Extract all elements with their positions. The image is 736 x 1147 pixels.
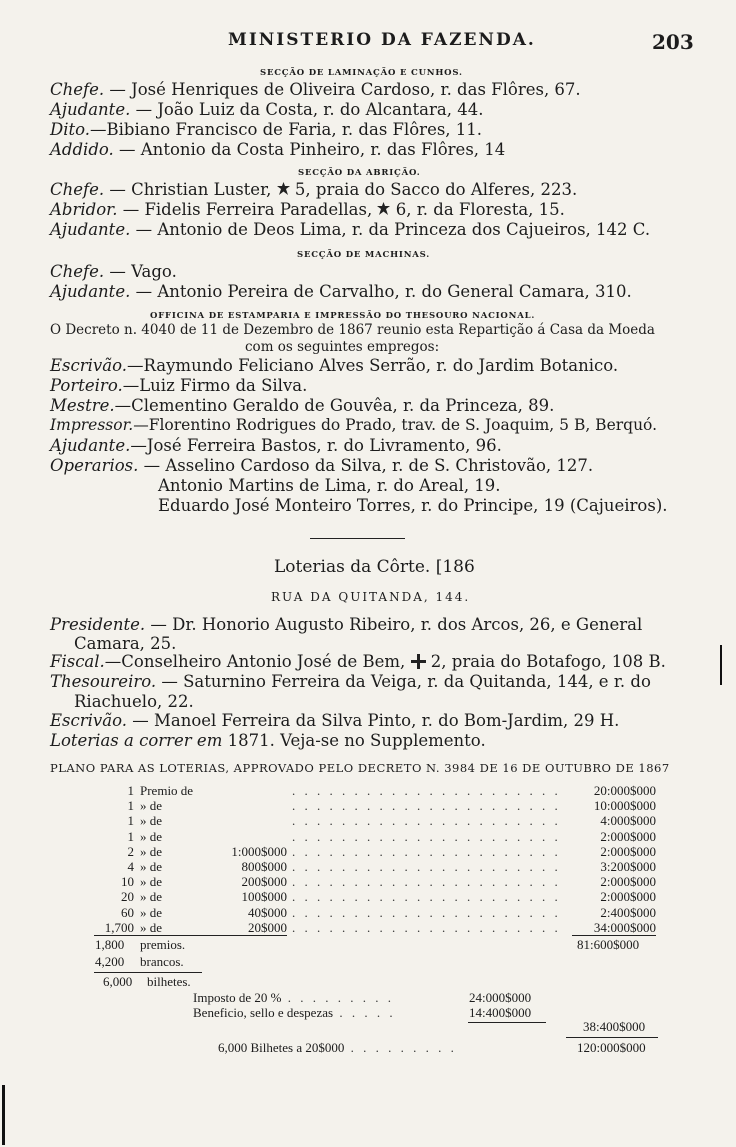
prize-total: 2:000$000 [600, 828, 656, 844]
dot-leader: . . . . . . . . . . . . . . . . . . . . . . [292, 828, 561, 844]
prize-total: 20:000$000 [593, 783, 656, 798]
section-title-officina: OFFICINA DE ESTAMPARIA E IMPRESSÃO DO THESOURO NACIONAL. [150, 311, 536, 321]
dot-leader: . . . . . . . . . . . . . . . . . . . . . . [292, 874, 561, 890]
prize-total: 3:200$000 [600, 859, 656, 874]
role-label: Impressor. [50, 416, 134, 434]
role-label: Escrivão. [50, 356, 127, 375]
entry-text: —Raymundo Feliciano Alves Serrão, r. do Jardim Botanico. [126, 356, 619, 375]
entry-text: — Vago. [104, 262, 177, 281]
list-item [50, 711, 619, 730]
role-label: Chefe. [50, 180, 105, 199]
role-label: Addido. [50, 140, 114, 159]
dot-leader: . . . . . . . . . . . . . . . . . . . . . . [292, 904, 561, 920]
prize-qty: 1 [127, 813, 134, 829]
prize-label: » de [140, 874, 163, 890]
entry-text: — Manoel Ferreira da Silva Pinto, r. do Bom-Jardim, 29 H. [126, 711, 620, 730]
dot-leader: . . . . . . . . . . . . . . . . . . . . . . [292, 783, 561, 798]
entry-text: —Conselheiro Antonio José de Bem, [104, 652, 406, 671]
bilhetes-label: bilhetes. [147, 974, 191, 989]
entry-text: — João Luiz da Costa, r. do Alcantara, 44. [130, 100, 484, 119]
final-text: 6,000 Bilhetes a 20$000 [218, 1040, 345, 1055]
prize-total: 2:000$000 [600, 874, 656, 890]
table-rule [572, 935, 656, 936]
role-label: Thesoureiro. [50, 672, 157, 691]
loterias-title: Loterias da Côrte. [186 [274, 557, 475, 577]
prize-qty: 2 [127, 843, 134, 859]
prize-label: » de [140, 828, 163, 844]
prize-label: » de [140, 889, 163, 905]
prize-label: » de [140, 813, 163, 829]
list-item [50, 220, 650, 239]
section-divider [310, 538, 405, 539]
prize-value: 800$000 [241, 859, 287, 874]
entry-text: 1871. Veja-se no Supplemento. [222, 731, 486, 750]
page-number: 203 [652, 30, 694, 54]
role-label: Fiscal. [50, 652, 105, 671]
plano-title: PLANO PARA AS LOTERIAS, APPROVADO PELO DECRETO N. 3984 DE 16 DE OUTUBRO DE 1867 [50, 761, 670, 775]
prize-value: 200$000 [241, 874, 287, 890]
entry-text: —Luiz Firmo da Silva. [122, 376, 308, 395]
section-title-abricao: SECÇÃO DA ABRIÇÃO. [298, 168, 421, 178]
brancos-label: brancos. [140, 954, 184, 969]
prize-label: » de [140, 843, 163, 859]
order-emblem-icon [277, 182, 290, 197]
entry-text: 2, praia do Botafogo, 108 B. [425, 652, 666, 671]
prize-label: » de [140, 859, 163, 874]
entry-text: —José Ferreira Bastos, r. do Livramento, 96. [130, 436, 502, 455]
prize-label: » de [140, 798, 163, 814]
role-label: Escrivão. [50, 711, 127, 730]
role-label: Ajudante. [50, 436, 131, 455]
page-header-title: MINISTERIO DA FAZENDA. [228, 30, 536, 50]
order-emblem-icon [377, 202, 390, 217]
prize-total: 4:000$000 [600, 813, 656, 829]
list-item [50, 615, 642, 634]
list-item [50, 396, 554, 415]
list-item [50, 672, 651, 691]
decree-text: O Decreto n. 4040 de 11 de Dezembro de 1867 reunio esta Repartição á Casa da Moeda [50, 322, 655, 338]
list-item [50, 731, 486, 750]
prize-total: 10:000$000 [593, 798, 656, 814]
table-rule [468, 1022, 546, 1023]
role-label: Abridor. [50, 200, 118, 219]
entry-text: — Christian Luster, [104, 180, 272, 199]
role-label: Porteiro. [50, 376, 123, 395]
prize-qty: 1 [127, 828, 134, 844]
imposto-value: 24:000$000 [469, 990, 532, 1005]
dot-leader: . . . . . . . . . . . . . . . . . . . . . . [292, 859, 561, 874]
entry-text: — Antonio de Deos Lima, r. da Princeza dos Cajueiros, 142 C. [130, 220, 651, 239]
section-title-machinas: SECÇÃO DE MACHINAS. [297, 250, 431, 260]
entry-text: — Dr. Honorio Augusto Ribeiro, r. dos Arcos, 26, e General [145, 615, 643, 634]
role-label: Presidente. [50, 615, 146, 634]
prize-qty: 20 [121, 889, 134, 905]
role-label: Chefe. [50, 262, 105, 281]
role-label: Ajudante. [50, 282, 131, 301]
beneficio-value: 14:400$000 [469, 1005, 532, 1020]
list-item [50, 436, 502, 455]
margin-mark [720, 645, 722, 685]
list-item [50, 282, 632, 301]
list-item [50, 416, 657, 434]
prize-label: » de [140, 919, 163, 935]
prize-total: 34:000$000 [593, 919, 656, 935]
prize-total: 2:000$000 [600, 889, 656, 905]
dot-leader: . . . . . . . . . . . . . . . . . . . . . . [292, 889, 561, 905]
brancos-qty: 4,200 [95, 954, 125, 969]
list-item [50, 262, 177, 281]
prize-total: 2:000$000 [600, 843, 656, 859]
table-rule [94, 972, 202, 973]
entry-text: — José Henriques de Oliveira Cardoso, r. das Flôres, 67. [104, 80, 581, 99]
dot-leader: . . . . . . . . . . . . . . . . . . . . . . [292, 813, 561, 829]
list-item [50, 356, 618, 375]
prize-label: » de [140, 904, 163, 920]
list-item [50, 180, 577, 199]
final-label: 6,000 Bilhetes a 20$000 . . . . . . . . . [218, 1040, 457, 1055]
entry-text: —Bibiano Francisco de Faria, r. das Flôres, 11. [90, 120, 483, 139]
entry-text: —Clementino Geraldo de Gouvêa, r. da Princeza, 89. [114, 396, 555, 415]
list-item [50, 376, 307, 395]
prize-qty: 1,700 [104, 919, 134, 935]
entry-text: — Saturnino Ferreira da Veiga, r. da Quitanda, 144, e r. do [156, 672, 651, 691]
prize-label: Premio de [140, 783, 194, 798]
entry-text: 6, r. da Floresta, 15. [390, 200, 565, 219]
table-rule [566, 1037, 658, 1038]
order-cross-icon [411, 654, 426, 669]
dot-leader: . . . . . . . . . . . . . . . . . . . . . . [292, 798, 561, 814]
entry-text: — Antonio Pereira de Carvalho, r. do General Camara, 310. [130, 282, 632, 301]
role-label: Ajudante. [50, 100, 131, 119]
list-item-cont: Riachuelo, 22. [74, 692, 194, 711]
premios-total: 81:600$000 [577, 937, 640, 952]
imposto-text: Imposto de 20 % [193, 990, 282, 1005]
list-item: Antonio Martins de Lima, r. do Areal, 19. [158, 476, 501, 495]
final-total: 120:000$000 [577, 1040, 646, 1055]
prize-value: 20$000 [248, 919, 287, 935]
entry-text: — Asselino Cardoso da Silva, r. de S. Christovão, 127. [138, 456, 594, 475]
prize-value: 40$000 [248, 904, 287, 920]
bilhetes-qty: 6,000 [103, 974, 133, 989]
list-item [50, 652, 666, 671]
beneficio-text: Beneficio, sello e despezas [193, 1005, 334, 1020]
subtotal-value: 38:400$000 [583, 1019, 646, 1034]
prize-qty: 10 [121, 874, 134, 890]
prize-value: 100$000 [241, 889, 287, 905]
role-label: Loterias a correr em [50, 731, 223, 750]
role-label: Ajudante. [50, 220, 131, 239]
prize-qty: 1 [127, 798, 134, 814]
list-item [50, 100, 483, 119]
margin-mark [2, 1085, 5, 1145]
list-item [50, 200, 565, 219]
prize-qty: 4 [127, 859, 134, 874]
list-item: Eduardo José Monteiro Torres, r. do Principe, 19 (Cajueiros). [158, 496, 668, 515]
entry-text: — Fidelis Ferreira Paradellas, [117, 200, 373, 219]
dot-leader: . . . . . . . . . . . . . . . . . . . . . . [292, 843, 561, 859]
premios-label: premios. [140, 937, 186, 952]
role-label: Mestre. [50, 396, 115, 415]
premios-qty: 1,800 [95, 937, 125, 952]
dot-leader: . . . . . . . . . . . . . . . . . . . . . . [292, 919, 561, 935]
entry-text: — Antonio da Costa Pinheiro, r. das Flôres, 14 [113, 140, 506, 159]
loterias-street: RUA DA QUITANDA, 144. [271, 590, 471, 604]
beneficio-label: Beneficio, sello e despezas . . . . . [193, 1005, 396, 1020]
table-rule [94, 935, 287, 936]
entry-text: —Florentino Rodrigues do Prado, trav. de S. Joaquim, 5 B, Berquó. [133, 416, 658, 434]
prize-total: 2:400$000 [600, 904, 656, 920]
list-item-cont: Camara, 25. [74, 634, 177, 653]
entry-text: 5, praia do Sacco do Alferes, 223. [289, 180, 578, 199]
role-label: Dito. [50, 120, 91, 139]
decree-text-cont: com os seguintes empregos: [245, 339, 440, 355]
list-item [50, 80, 581, 99]
list-item [50, 456, 593, 475]
role-label: Chefe. [50, 80, 105, 99]
list-item [50, 140, 505, 159]
role-label: Operarios. [50, 456, 139, 475]
imposto-label: Imposto de 20 % . . . . . . . . . [193, 990, 394, 1005]
prize-qty: 60 [121, 904, 134, 920]
section-title-laminacao: SECÇÃO DE LAMINAÇÃO E CUNHOS. [260, 68, 463, 78]
list-item [50, 120, 482, 139]
prize-value: 1:000$000 [231, 843, 287, 859]
prize-qty: 1 [127, 783, 134, 798]
